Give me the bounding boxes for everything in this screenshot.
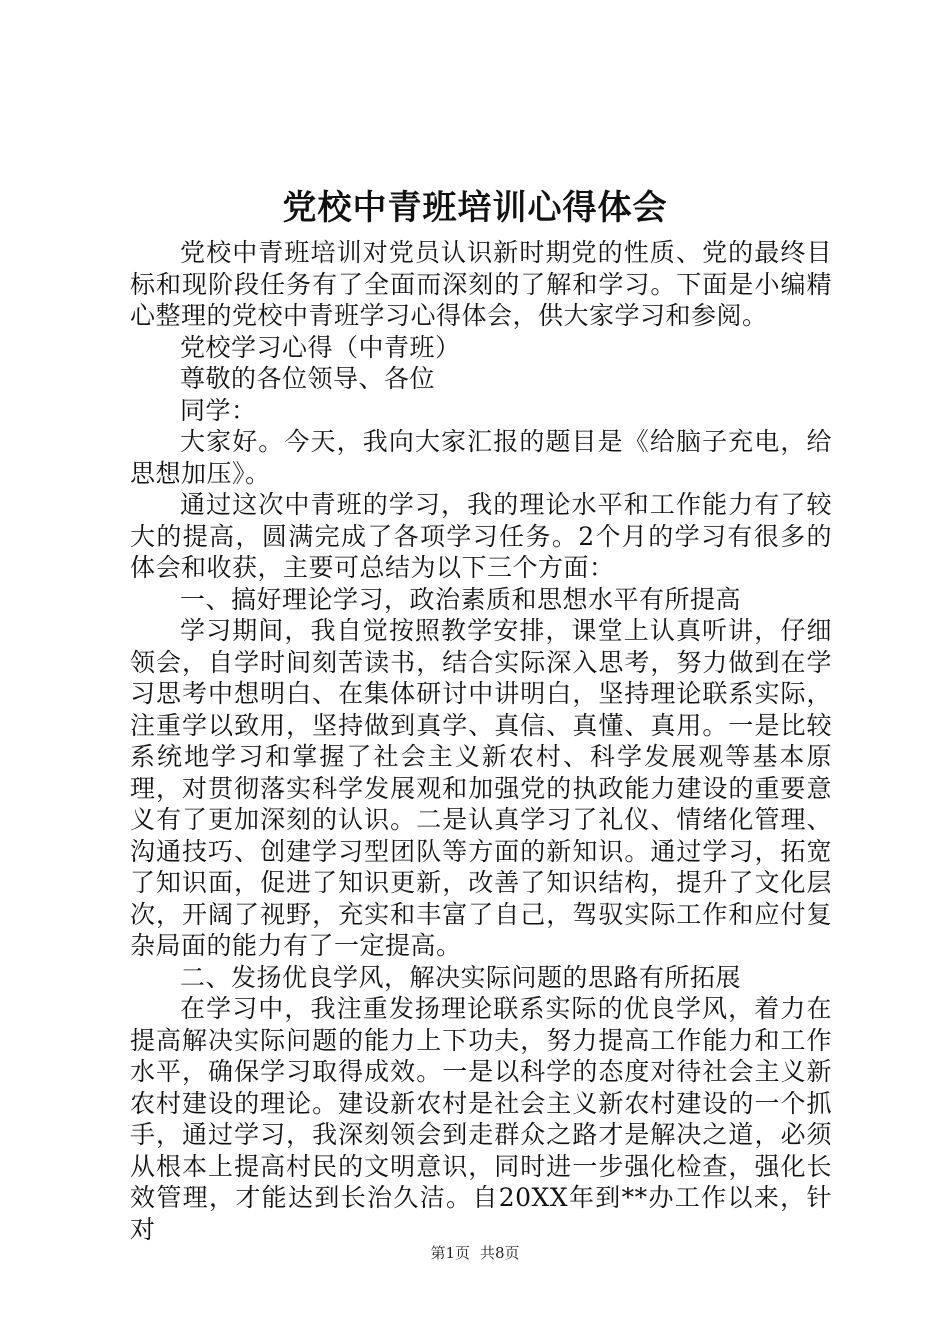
- paragraph-section-1: 学习期间，我自觉按照教学安排，课堂上认真听讲，仔细领会，自学时间刻苦读书，结合实际深入思考，努力做到在学习思考中想明白、在集体研讨中讲明白，坚持理论联系实际，注重学以致用，坚持做到真学、真信、真懂、真用。一是比较系统地学习和掌握了社会主义新农村、科学发展观等基本原理，对贯彻落实科学发展观和加强党的执政能力建设的重要意义有了更加深刻的认识。二是认真学习了礼仪、情绪化管理、沟通技巧、创建学习型团队等方面的新知识。通过学习，拓宽了知识面，促进了知识更新，改善了知识结构，提升了文化层次，开阔了视野，充实和丰富了自己，驾驭实际工作和应付复杂局面的能力有了一定提高。: [130, 616, 832, 960]
- document-body: [130, 237, 832, 1245]
- paragraph-greeting: 大家好。今天，我向大家汇报的题目是《给脑子充电，给思想加压》。: [130, 427, 832, 488]
- paragraph-salutation: 尊敬的各位领导、各位: [180, 364, 436, 393]
- page-number: 第1页: [430, 1244, 470, 1262]
- page-footer: [0, 1243, 950, 1263]
- paragraph-subtitle: 党校学习心得（中青班）: [180, 332, 461, 362]
- document-title: 党校中青班培训心得体会: [282, 188, 668, 228]
- paragraph-salutation-cont: 同学：: [180, 395, 257, 425]
- paragraph-overview: 通过这次中青班的学习，我的理论水平和工作能力有了较大的提高，圆满完成了各项学习任务。2个月的学习有很多的体会和收获，主要可总结为以下三个方面：: [130, 490, 832, 582]
- paragraph-section-2: 在学习中，我注重发扬理论联系实际的优良学风，着力在提高解决实际问题的能力上下功夫，努力提高工作能力和工作水平，确保学习取得成效。一是以科学的态度对待社会主义新农村建设的理论。建设新农村是社会主义新农村建设的一个抓手，通过学习，我深刻领会到走群众之路才是解决之道，必须从根本上提高村民的文明意识，同时进一步强化检查，强化长效管理，才能达到长治久洁。自20XX年到**办工作以来，针对: [130, 994, 832, 1244]
- paragraph-intro: 党校中青班培训对党员认识新时期党的性质、党的最终目标和现阶段任务有了全面而深刻的了解和学习。下面是小编精心整理的党校中青班学习心得体会，供大家学习和参阅。: [130, 238, 832, 330]
- section-heading-1: 一、搞好理论学习，政治素质和思想水平有所提高: [180, 584, 742, 614]
- section-heading-2: 二、发扬优良学风，解决实际问题的思路有所拓展: [180, 962, 742, 992]
- page-total: 共8页: [480, 1244, 520, 1262]
